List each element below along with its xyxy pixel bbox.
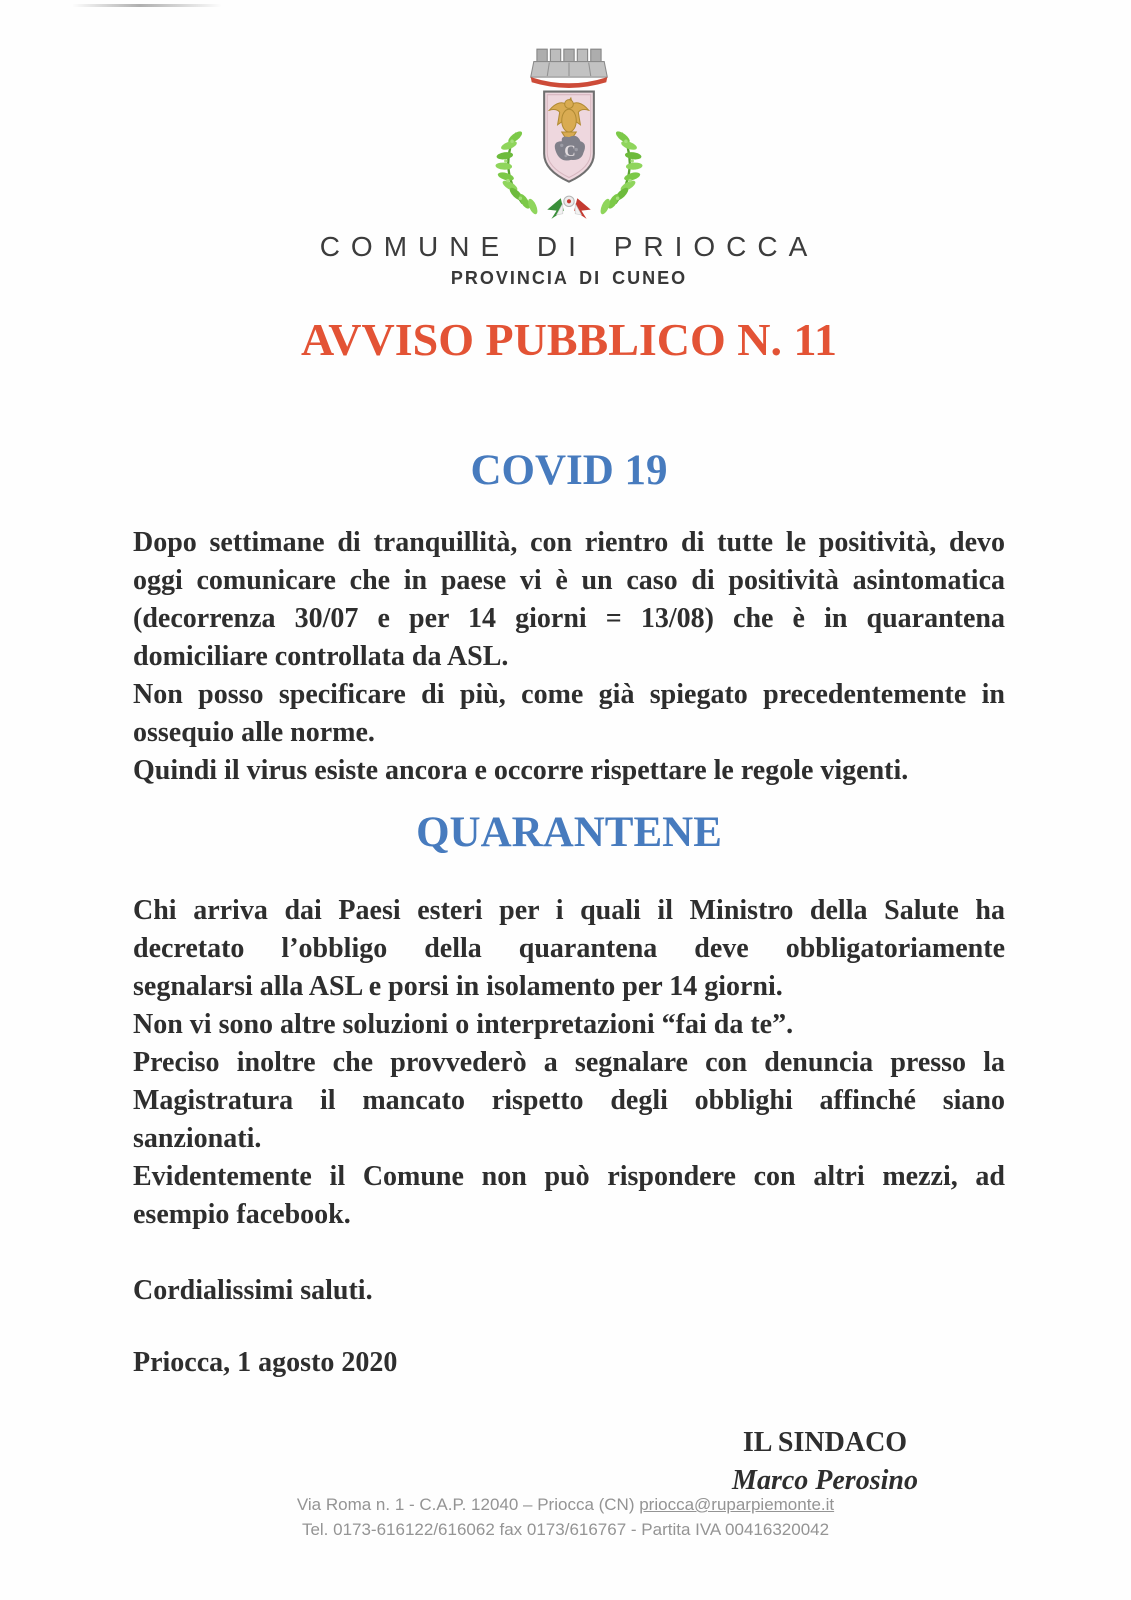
tricolor-ribbon-icon <box>547 196 590 219</box>
paragraph <box>133 892 1005 1006</box>
email-link[interactable]: priocca@ruparpiemonte.it <box>639 1495 835 1514</box>
text-line: Magistratura il mancato rispetto degli obblighi affinché siano <box>133 1085 1005 1116</box>
section-heading-quarantene: QUARANTENE <box>416 809 722 856</box>
paragraph <box>133 1044 1005 1158</box>
text-line: segnalarsi alla ASL e porsi in isolamento per 14 giorni. <box>133 971 783 1002</box>
text-line: Dopo settimane di tranquillità, con rientro di tutte le positività, devo <box>133 527 1005 558</box>
signature-title: IL SINDACO <box>742 1427 908 1458</box>
page-footer <box>0 1492 1131 1542</box>
text-line: Non vi sono altre soluzioni o interpretazioni “fai da te”. <box>133 1009 794 1040</box>
svg-text:C: C <box>564 142 576 160</box>
signature-block <box>660 1424 990 1500</box>
paragraph <box>133 524 1005 676</box>
crest-container <box>133 0 1005 220</box>
text-line: Chi arriva dai Paesi esteri per i quali il Ministro della Salute ha <box>133 895 1005 926</box>
shield-icon <box>544 92 594 182</box>
comune-crest-icon <box>481 46 657 220</box>
municipality-name: COMUNE DI PRIOCCA <box>319 231 819 262</box>
footer-address-line <box>0 1492 1131 1517</box>
paragraph <box>133 752 1005 790</box>
signature-name: Marco Perosino <box>732 1465 918 1496</box>
text-line: Evidentemente il Comune non può rispondere con altri mezzi, ad <box>133 1161 1005 1192</box>
footer-address: Via Roma n. 1 - C.A.P. 12040 – Priocca (CN) <box>296 1495 640 1514</box>
paragraph <box>133 676 1005 752</box>
text-line: ossequio alle norme. <box>133 717 375 748</box>
salutation: Cordialissimi saluti. <box>133 1275 373 1306</box>
text-line: esempio facebook. <box>133 1199 351 1230</box>
section-body-quarantene <box>133 892 1005 1234</box>
text-line: Quindi il virus esiste ancora e occorre rispettare le regole vigenti. <box>133 755 909 786</box>
mural-crown-icon <box>531 49 608 88</box>
section-heading-covid: COVID 19 <box>470 447 668 494</box>
text-line: Preciso inoltre che provvederò a segnalare con denuncia presso la <box>133 1047 1005 1078</box>
text-line: decretato l’obbligo della quarantena deve obbligatoriamente <box>133 933 1005 964</box>
text-line: oggi comunicare che in paese vi è un caso di positività asintomatica <box>133 565 1005 596</box>
dateline: Priocca, 1 agosto 2020 <box>133 1347 398 1378</box>
text-line: sanzionati. <box>133 1123 262 1154</box>
notice-title: AVVISO PUBBLICO N. 11 <box>301 314 837 365</box>
paragraph <box>133 1006 1005 1044</box>
footer-contacts-line: Tel. 0173-616122/616062 fax 0173/616767 - Partita IVA 00416320042 <box>301 1520 830 1539</box>
text-line: Non posso specificare di più, come già spiegato precedentemente in <box>133 679 1005 710</box>
text-line: domiciliare controllata da ASL. <box>133 641 509 672</box>
paragraph <box>133 1158 1005 1234</box>
province-name: PROVINCIA DI CUNEO <box>450 268 688 288</box>
document-content <box>133 0 1005 1500</box>
section-body-covid <box>133 524 1005 790</box>
text-line: (decorrenza 30/07 e per 14 giorni = 13/08) che è in quarantena <box>133 603 1005 634</box>
